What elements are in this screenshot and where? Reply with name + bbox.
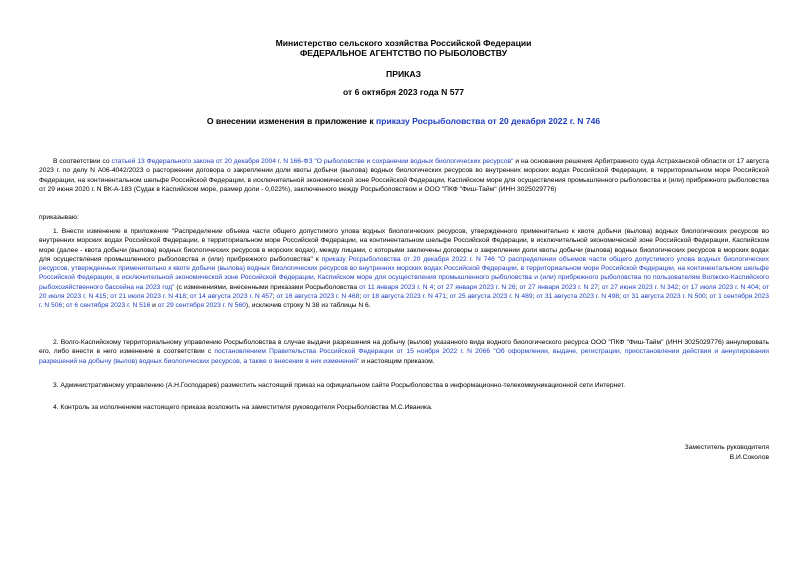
amendment-link[interactable]: от 14 августа 2023 г. N 457 <box>189 293 273 301</box>
amendment-separator: ; <box>186 293 190 301</box>
amendment-separator: ; <box>532 293 537 301</box>
resolution-2066-link[interactable]: постановлением Правительства Российской Федерации от 15 ноября 2022 г. N 2066 "Об оформлении, выдаче, регистрации, приостановлении действия и аннулировании разрешений на добычу (вылов) водных биологических ресурсов, а также о внесении в них изменений" <box>39 348 770 365</box>
ministry-name: Министерство сельского хозяйства Российской Федерации <box>275 38 532 48</box>
amendment-separator: ; <box>705 293 710 301</box>
item-1-text-2: (с изменениями, внесенными приказами Росрыболовства <box>174 283 360 291</box>
amendment-separator: ; <box>359 293 364 301</box>
preamble-text-2: и на основании решения Арбитражного суда Астраханской области от 17 августа 2023 г. по делу N А06-4042/2023 о расторжении договора о закреплении доли квоты добычи (вылова) водных биологических ресурсов во внутренних морских водах Российской Федерации, в территориальном море Российской Федерации, на континентальном шельфе Российской Федерации, в исключительной экономической зоне Российской Федерации, Каспийском море для осуществления промышленного рыболовства и (или) прибрежного рыболовства от 29 июня 2020 г. N ВК-А-183 (Судак в Каспийском море, размер доли - 0,022%), заключенного между Росрыболовством и ООО "ПКФ "Фиш-Тайм" (ИНН 3025029776) <box>39 158 769 193</box>
amendment-separator: ; <box>619 293 623 301</box>
amendment-separator: ; <box>597 283 602 291</box>
amendment-separator: ; <box>515 283 520 291</box>
doc-date-number: от 6 октября 2023 года N 577 <box>342 87 465 97</box>
law-link[interactable]: статьей 13 Федерального закона от 20 декабря 2004 г. N 166-ФЗ "О рыболовстве и сохранении водных биологических ресурсов" <box>111 158 514 165</box>
amendment-link[interactable]: от 25 августа 2023 г. N 489 <box>449 293 533 301</box>
amendment-separator: ; <box>678 283 683 291</box>
amendment-link[interactable]: от 27 января 2023 г. N 26 <box>437 283 516 291</box>
amendment-link[interactable]: от 31 августа 2023 г. N 498 <box>536 293 620 301</box>
amendment-link[interactable]: от 29 сентября 2023 г. N 560 <box>157 302 246 310</box>
item-2-paragraph <box>39 338 769 366</box>
doc-type: ПРИКАЗ <box>386 69 421 79</box>
amendment-link[interactable]: от 31 августа 2023 г. N 500 <box>622 293 706 301</box>
order-word: приказываю: <box>39 214 79 221</box>
amendment-link[interactable]: от 11 января 2023 г. N 4 <box>359 283 434 291</box>
order-746-link[interactable]: приказу Росрыболовства от 20 декабря 2022 г. N 746 "О распределении объемов части общего допустимого улова водных биологических ресурсов, утвержденных применительно к квоте добычи (вылова) водных биологических ресурсов во внутренних морских водах Российской Федерации, в территориальном море Российской Федерации, на континентальном шельфе Российской Федерации, в исключительной экономической зоне Российской Федерации, Каспийском море для осуществления промышленного рыболовства и (или) прибрежного рыболовства по пользователям Волжско-Каспийского рыбохозяйственного бассейна на 2023 год" <box>39 255 770 291</box>
amendment-link[interactable]: от 16 августа 2023 г. N 468 <box>276 293 360 301</box>
amendment-separator: ; <box>62 302 66 310</box>
item-1-text: 1. Внести изменение в приложение "Распределение объема части общего допустимого улова водных биологических ресурсов, утвержденного применительно к квоте добычи (вылова) водных биологических ресурсов во внутренних морских водах Российской Федерации, в территориальном море Российской Федерации, на континентальном шельфе Российской Федерации, в исключительной экономической зоне Российской Федерации, Каспийском море (далее - квота добычи (вылова) водных биологических ресурсов в морских водах), между лицами, с которыми заключены договоры о закреплении доли квоты добычи (вылова) водных биологических ресурсов в морских водах для осуществления промышленного рыболовства и (или) прибрежного рыболовства" к <box>39 228 769 263</box>
item-2-text-2: и настоящим приказом. <box>359 357 435 365</box>
amendment-link[interactable]: от 1 сентября 2023 г. N 506 <box>39 293 769 310</box>
amendment-link[interactable]: от 27 июня 2023 г. N 342 <box>601 283 679 291</box>
amendment-separator: ; <box>433 283 438 291</box>
amendment-link[interactable]: от 20 июля 2023 г. N 415 <box>39 283 770 301</box>
signature-position: Заместитель руководителя <box>684 444 769 451</box>
amendment-separator: ; <box>445 293 450 301</box>
amendment-separator: ; <box>106 293 111 301</box>
preamble-paragraph <box>39 157 769 194</box>
amendment-link[interactable]: от 17 июля 2023 г. N 404 <box>682 283 759 291</box>
preamble-text: В соответствии со <box>53 158 112 165</box>
item-3-paragraph: 3. Административному управлению (А.Н.Господарев) разместить настоящий приказ на официальном сайте Росрыболовства в информационно-телекоммуникационной сети Интернет. <box>53 382 625 389</box>
amendment-link[interactable]: от 6 сентября 2023 г. N 516 <box>65 302 151 310</box>
amendment-separator: ; <box>758 283 763 291</box>
item-1-paragraph <box>39 227 769 311</box>
amendment-separator: и <box>150 302 158 310</box>
signature-name: В.И.Соколов <box>729 454 769 461</box>
doc-title-link[interactable]: приказу Росрыболовства от 20 декабря 2022 г. N 746 <box>376 116 601 126</box>
amendment-link[interactable]: от 21 июля 2023 г. N 418 <box>110 293 187 301</box>
item-2-text: 2. Волго-Каспийскому территориальному управлению Росрыболовства в случае выдачи разрешения на добычу (вылов) указанного вида водного биологического ресурса ООО "ПКФ "Фиш-Тайм" (ИНН 3025029776) аннулировать его, либо внести в него изменение в соответствии с <box>39 339 769 356</box>
item-1-text-3: ), исключив строку N 38 из таблицы N 6. <box>245 302 371 310</box>
amendment-link[interactable]: от 18 августа 2023 г. N 471 <box>363 293 446 301</box>
doc-title <box>0 116 807 126</box>
item-4-paragraph: 4. Контроль за исполнением настоящего приказа возложить на заместителя руководителя Росрыболовства М.С.Иваника. <box>53 404 433 411</box>
amendment-link[interactable]: от 27 января 2023 г. N 27 <box>519 283 598 291</box>
amendment-separator: ; <box>272 293 277 301</box>
agency-name: ФЕДЕРАЛЬНОЕ АГЕНТСТВО ПО РЫБОЛОВСТВУ <box>299 48 508 58</box>
doc-title-text: О внесении изменения в приложение к <box>206 116 377 126</box>
